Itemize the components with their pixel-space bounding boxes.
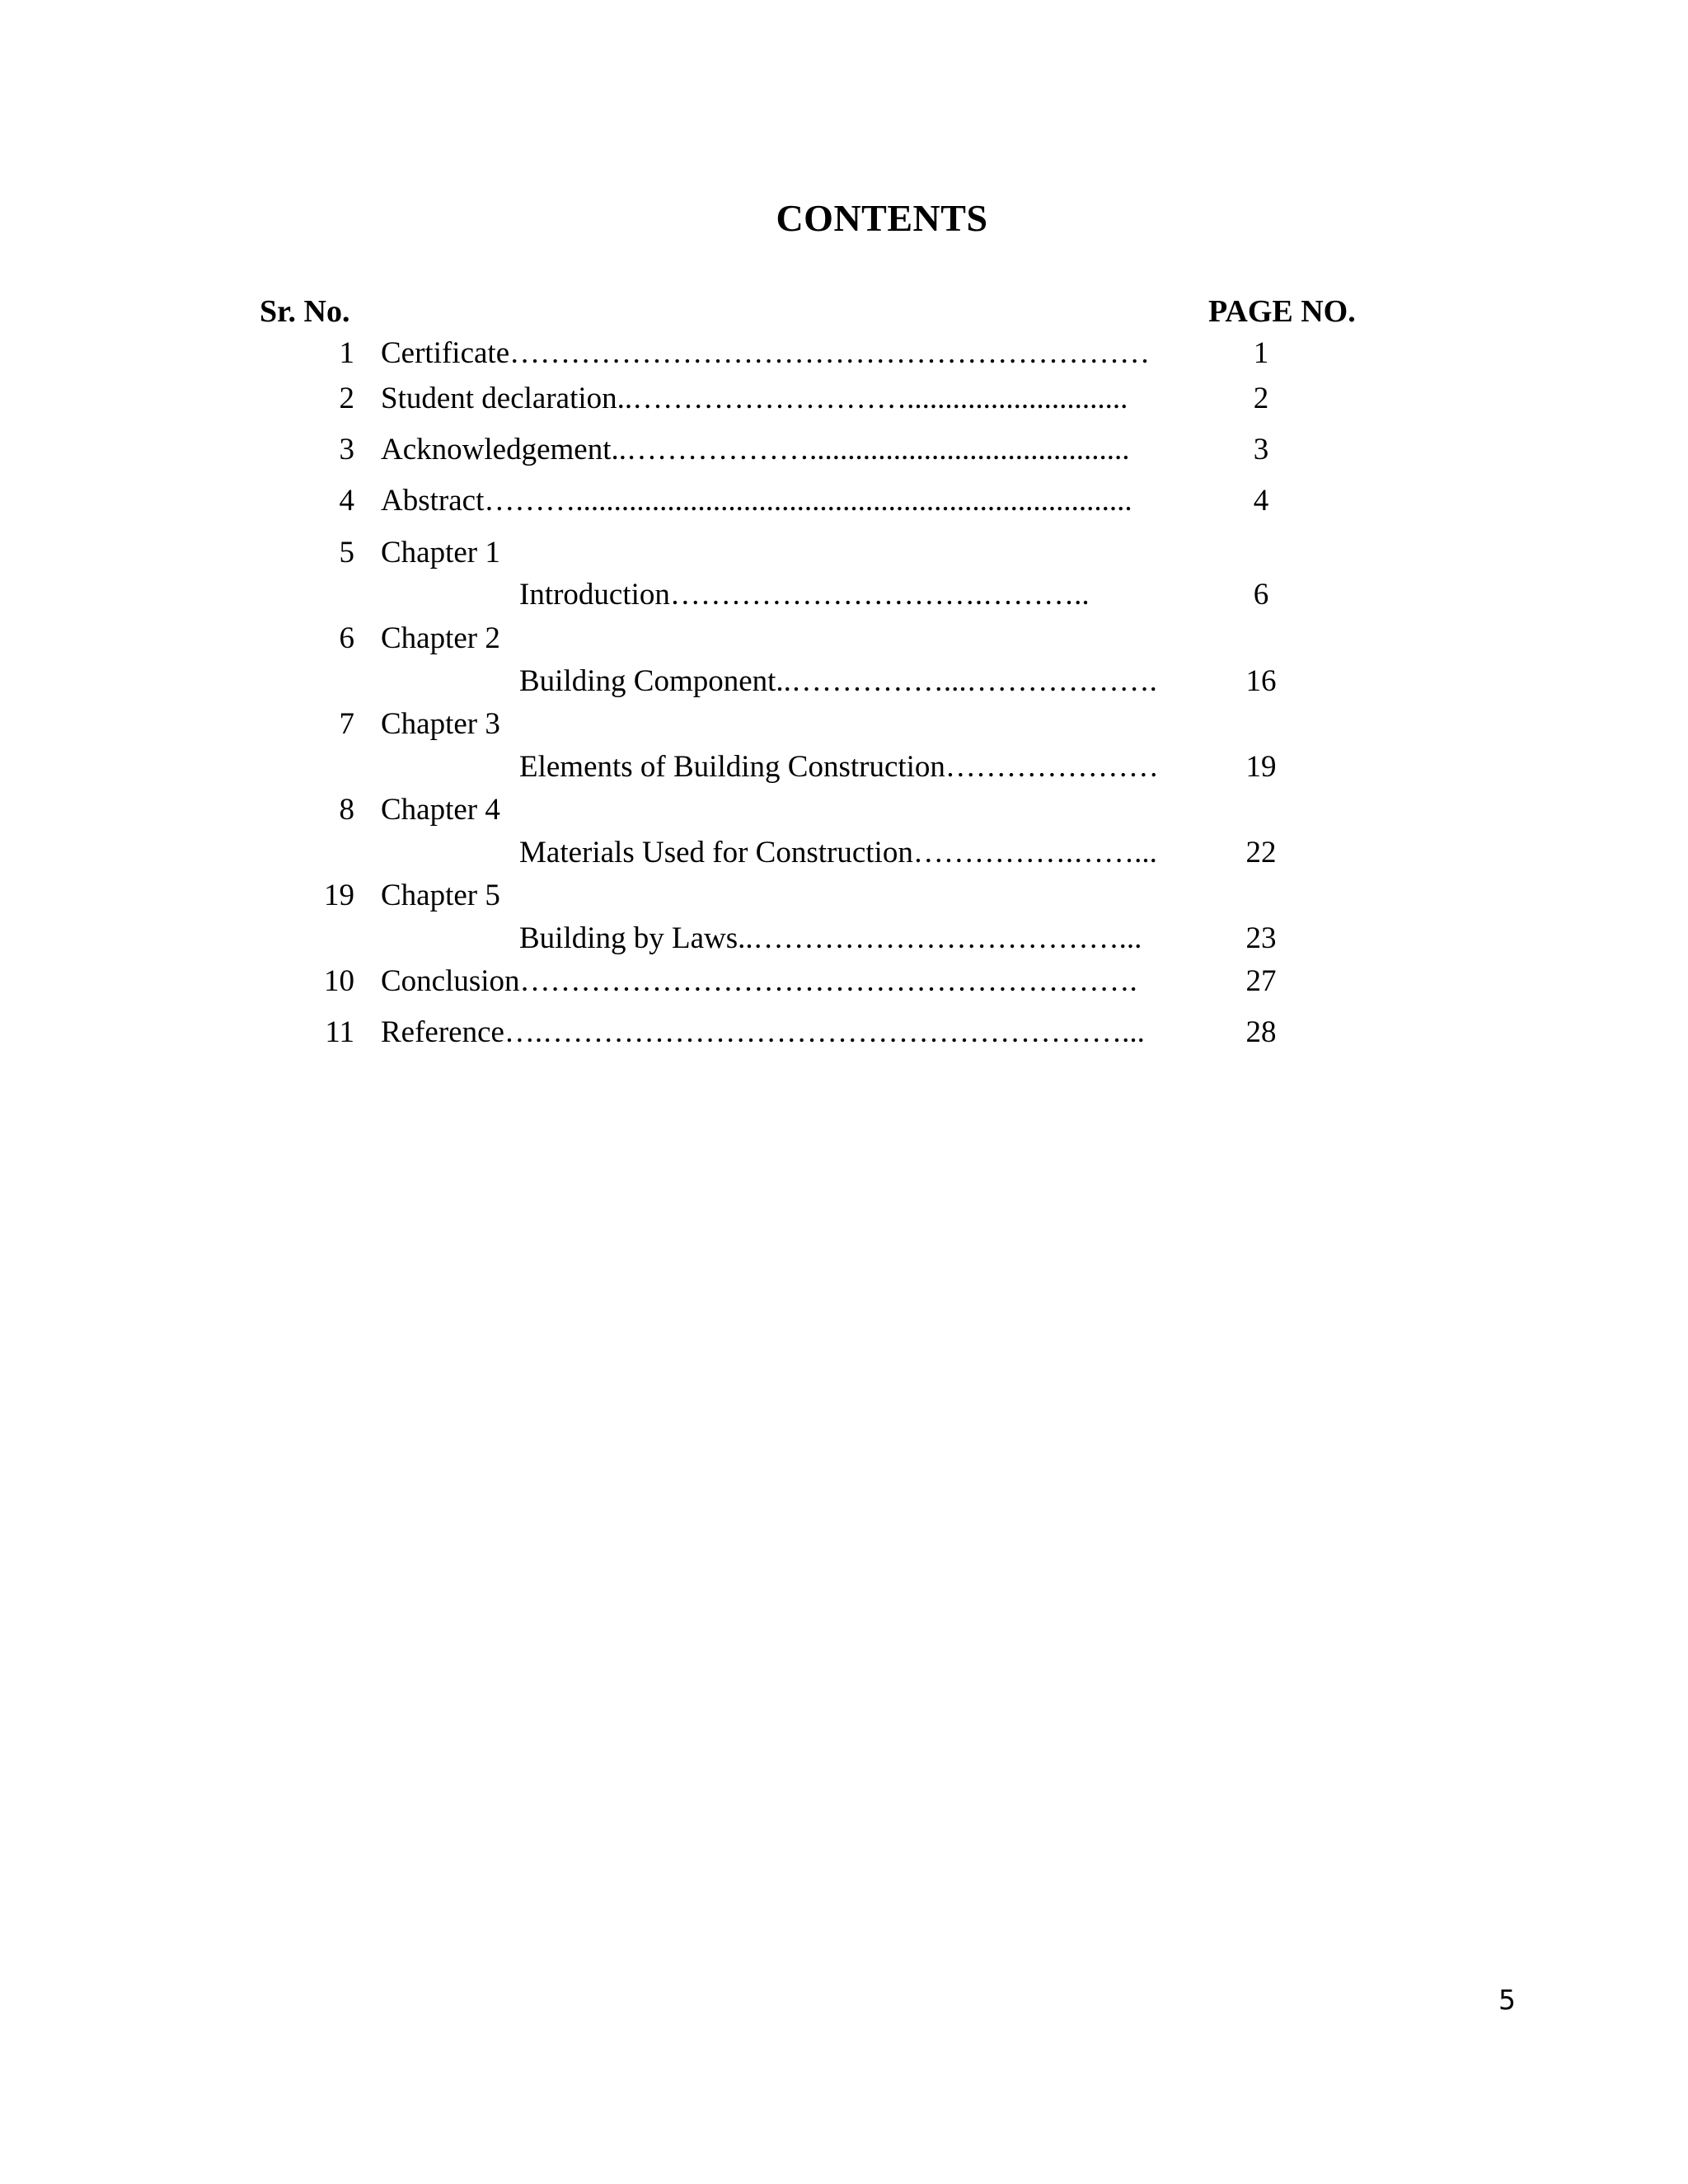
row-number: 2 [339,382,354,415]
row-label: Student declaration..………………………............................. [381,382,1128,415]
row-page: 6 [1253,578,1269,612]
toc-row-building-component [0,661,1688,702]
row-number: 5 [339,536,354,569]
row-label: Abstract………......................................................................... [381,484,1132,518]
toc-row-introduction [0,574,1688,616]
toc-row-certificate [0,333,1688,374]
sr-no-header: Sr. No. [260,294,350,329]
toc-row-abstract [0,480,1688,522]
toc-row-reference [0,1012,1688,1053]
toc-row-acknowledgement [0,429,1688,471]
row-label: Acknowledgement..……………….......................................... [381,433,1130,466]
row-number: 8 [339,793,354,827]
row-number: 3 [339,433,354,466]
page-no-header: PAGE NO. [1208,294,1356,329]
row-page: 16 [1245,664,1277,698]
row-page: 1 [1253,336,1269,370]
toc-row-elements-of-building-construction [0,747,1688,788]
page-title: CONTENTS [776,197,988,239]
row-label: Chapter 4 [381,793,500,827]
row-label: Conclusion……………………………………………………. [381,964,1137,998]
row-label: Chapter 3 [381,707,500,741]
toc-row-chapter-2 [0,618,1688,659]
row-label: Chapter 5 [381,879,500,912]
page-number: 5 [1498,1984,1516,2016]
toc-row-chapter-1 [0,532,1688,574]
row-number: 10 [324,964,354,998]
row-label: Elements of Building Construction………………… [519,750,1159,784]
row-number: 1 [339,336,354,370]
row-page: 19 [1245,750,1277,784]
row-label: Certificate……………………………………………………… [381,336,1151,370]
row-page: 2 [1253,382,1269,415]
row-label: Materials Used for Construction…………….……... [519,836,1157,869]
row-number: 7 [339,707,354,741]
toc-row-conclusion [0,961,1688,1002]
row-page: 27 [1245,964,1277,998]
row-number: 6 [339,621,354,655]
toc-row-building-by-laws [0,918,1688,959]
row-label: Introduction………………………….……….. [519,578,1090,612]
row-page: 22 [1245,836,1277,869]
row-page: 23 [1245,921,1277,955]
row-label: Building by Laws..………………………………... [519,921,1142,955]
row-page: 4 [1253,484,1269,518]
row-page: 28 [1245,1015,1277,1049]
row-page: 3 [1253,433,1269,466]
toc-row-chapter-5 [0,875,1688,916]
toc-row-materials-used-for-construction [0,832,1688,874]
row-number: 4 [339,484,354,518]
row-label: Chapter 1 [381,536,500,569]
row-label: Building Component..……………...………………. [519,664,1157,698]
row-number: 19 [324,879,354,912]
toc-row-chapter-3 [0,704,1688,745]
toc-row-chapter-4 [0,790,1688,831]
row-label: Reference….…………………………………………………... [381,1015,1145,1049]
row-number: 11 [325,1015,354,1049]
row-label: Chapter 2 [381,621,500,655]
toc-row-student-declaration [0,378,1688,419]
